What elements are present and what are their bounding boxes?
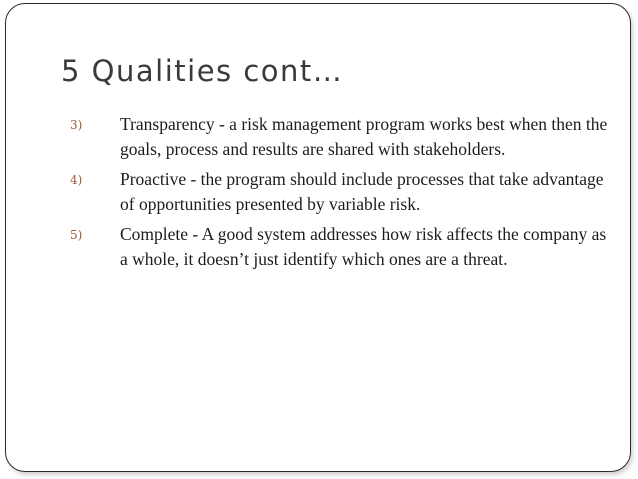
list-item-number: 5) [70,228,83,242]
list-item-text: Complete - A good system addresses how risk affects the company as a whole, it doesn’t just identify which ones are a threat. [120,224,607,269]
list-item-number: 3) [70,118,83,132]
slide-frame [5,3,631,472]
list-item [70,167,610,217]
qualities-list [70,112,610,277]
list-item-text: Transparency - a risk management program works best when then the goals, process and results are shared with stakeholders. [120,114,608,159]
list-item-text: Proactive - the program should include processes that take advantage of opportunities presented by variable risk. [120,169,604,214]
list-item [70,112,610,162]
list-item-number: 4) [70,173,83,187]
slide-title: 5 Qualities cont… [61,54,344,88]
list-item [70,222,610,272]
